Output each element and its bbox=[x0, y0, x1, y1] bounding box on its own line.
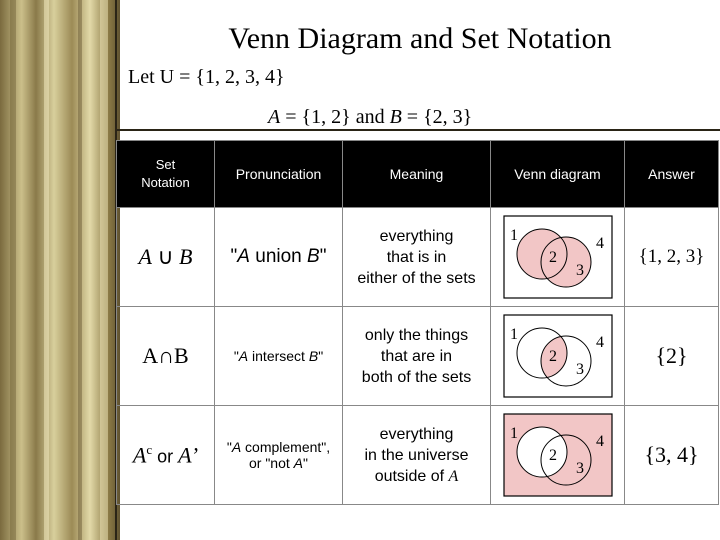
notation-a: A bbox=[138, 244, 152, 269]
prime-symbol: ’ bbox=[190, 442, 199, 468]
answer-intersect: {2} bbox=[625, 307, 719, 406]
decorative-frame bbox=[0, 0, 120, 540]
meaning-union bbox=[343, 208, 491, 307]
pron-word-not: or "not bbox=[249, 455, 294, 471]
venn-label-1: 1 bbox=[509, 227, 518, 244]
meaning-line: everything bbox=[379, 425, 454, 443]
venn-label-4: 4 bbox=[595, 235, 604, 252]
venn-diagram-union bbox=[502, 214, 614, 300]
pron-b: B bbox=[307, 246, 320, 267]
answer-union: {1, 2, 3} bbox=[625, 208, 719, 307]
header-set-notation-line2: Notation bbox=[141, 175, 190, 190]
slide-title: Venn Diagram and Set Notation bbox=[228, 22, 612, 55]
pron-word: union bbox=[249, 246, 308, 267]
intersect-symbol: ∩ bbox=[158, 343, 175, 368]
quote-close: " bbox=[318, 348, 324, 364]
notation-b: B bbox=[179, 244, 193, 269]
set-definitions bbox=[268, 106, 472, 129]
pron-a: A bbox=[293, 455, 304, 471]
venn-label-2: 2 bbox=[548, 348, 557, 365]
notation-a: A bbox=[142, 343, 159, 368]
venn-diagram-intersect bbox=[502, 313, 614, 399]
header-set-notation bbox=[117, 141, 215, 208]
venn-label-3: 3 bbox=[575, 262, 584, 279]
meaning-line: in the universe bbox=[364, 446, 469, 464]
notation-intersect bbox=[117, 307, 215, 406]
header-pronunciation: Pronunciation bbox=[215, 141, 343, 208]
frame-stripe bbox=[100, 0, 108, 540]
meaning-line: outside of bbox=[374, 467, 449, 485]
header-meaning: Meaning bbox=[343, 141, 491, 208]
venn-label-3: 3 bbox=[575, 361, 584, 378]
complement-superscript: c bbox=[146, 441, 153, 457]
pron-word: intersect bbox=[248, 348, 309, 364]
quote-open: " bbox=[233, 348, 239, 364]
set-b-name: B bbox=[389, 106, 402, 128]
venn-union bbox=[491, 208, 625, 307]
notation-a: A bbox=[132, 442, 147, 468]
meaning-line: only the things bbox=[364, 326, 469, 344]
pron-word: complement", bbox=[241, 439, 331, 455]
answer-complement: {3, 4} bbox=[625, 406, 719, 505]
header-venn-diagram: Venn diagram bbox=[491, 141, 625, 208]
pronunciation-intersect bbox=[215, 307, 343, 406]
frame-stripe bbox=[10, 0, 16, 540]
frame-stripe bbox=[78, 0, 82, 540]
venn-complement bbox=[491, 406, 625, 505]
pronunciation-complement bbox=[215, 406, 343, 505]
quote-close: " bbox=[303, 455, 308, 471]
meaning-var: A bbox=[448, 467, 459, 485]
meaning-line: everything bbox=[379, 227, 454, 245]
venn-label-4: 4 bbox=[595, 334, 604, 351]
meaning-complement bbox=[343, 406, 491, 505]
pron-a: A bbox=[237, 246, 250, 267]
venn-label-3: 3 bbox=[575, 460, 584, 477]
venn-label-2: 2 bbox=[548, 447, 557, 464]
union-symbol: ∪ bbox=[151, 244, 180, 269]
notation-union bbox=[117, 208, 215, 307]
venn-intersect bbox=[491, 307, 625, 406]
meaning-line: that is in bbox=[386, 248, 447, 266]
table-row-intersect bbox=[117, 307, 719, 406]
quote-close: " bbox=[319, 246, 327, 267]
notation-a-prime-base: A bbox=[178, 442, 191, 468]
meaning-intersect bbox=[343, 307, 491, 406]
table-row-complement bbox=[117, 406, 719, 505]
pronunciation-union bbox=[215, 208, 343, 307]
horizontal-rule bbox=[115, 129, 720, 131]
meaning-line: both of the sets bbox=[361, 368, 472, 386]
frame-stripe bbox=[44, 0, 49, 540]
header-set-notation-line1: Set bbox=[155, 157, 176, 172]
notation-or: or bbox=[152, 446, 179, 467]
venn-label-1: 1 bbox=[509, 326, 518, 343]
universe-definition: Let U = {1, 2, 3, 4} bbox=[128, 66, 285, 88]
set-a-value: = {1, 2} and bbox=[280, 106, 390, 128]
notation-b: B bbox=[174, 343, 189, 368]
header-answer: Answer bbox=[625, 141, 719, 208]
venn-diagram-complement bbox=[502, 412, 614, 498]
notation-complement bbox=[117, 406, 215, 505]
pron-b: B bbox=[308, 348, 319, 364]
pron-a: A bbox=[238, 348, 249, 364]
venn-label-1: 1 bbox=[509, 425, 518, 442]
set-a-name: A bbox=[268, 106, 281, 128]
quote-open: " bbox=[230, 246, 238, 267]
venn-label-4: 4 bbox=[595, 433, 604, 450]
set-b-value: = {2, 3} bbox=[401, 106, 473, 128]
meaning-line: either of the sets bbox=[357, 269, 476, 287]
set-notation-table bbox=[116, 140, 719, 505]
venn-label-2: 2 bbox=[548, 249, 557, 266]
table-row-union bbox=[117, 208, 719, 307]
pron-a: A bbox=[231, 439, 242, 455]
quote-open: " bbox=[226, 439, 232, 455]
table-header-row bbox=[117, 141, 719, 208]
meaning-line: that are in bbox=[380, 347, 453, 365]
